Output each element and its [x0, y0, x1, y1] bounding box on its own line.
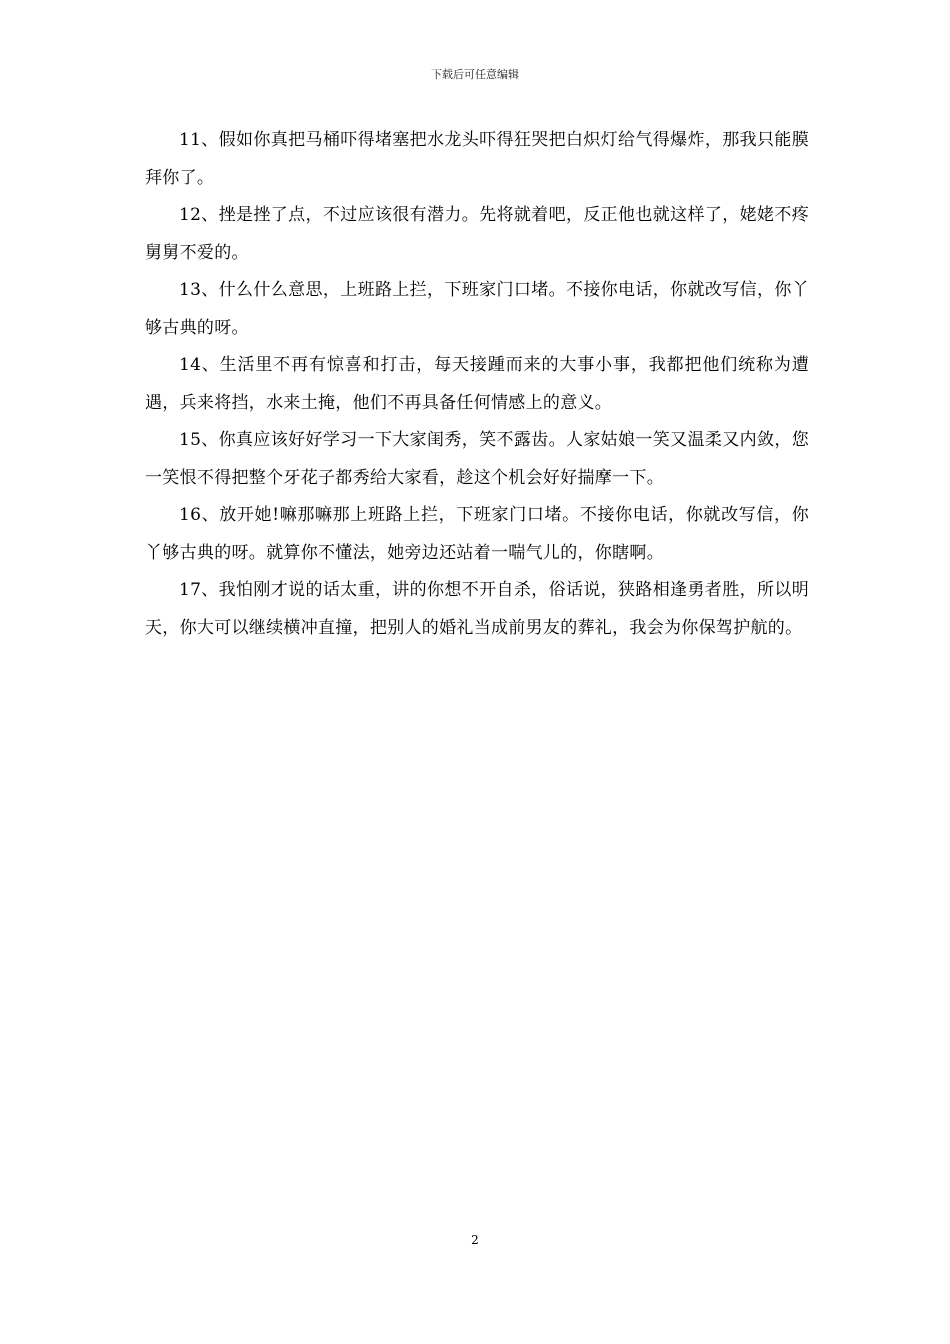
page-number: 2 — [471, 1233, 479, 1247]
paragraph-15: 15、你真应该好好学习一下大家闺秀，笑不露齿。人家姑娘一笑又温柔又内敛，您一笑恨不得把整个牙花子都秀给大家看，趁这个机会好好揣摩一下。 — [145, 430, 809, 488]
paragraph-14: 14、生活里不再有惊喜和打击，每天接踵而来的大事小事，我都把他们统称为遭遇，兵来将挡，水来土掩，他们不再具备任何情感上的意义。 — [145, 355, 809, 413]
paragraph-13: 13、什么什么意思，上班路上拦，下班家门口堵。不接你电话，你就改写信，你丫够古典的呀。 — [145, 280, 809, 338]
paragraph-12: 12、挫是挫了点，不过应该很有潜力。先将就着吧，反正他也就这样了，姥姥不疼舅舅不爱的。 — [145, 205, 809, 263]
paragraph-11: 11、假如你真把马桶吓得堵塞把水龙头吓得狂哭把白炽灯给气得爆炸，那我只能膜拜你了。 — [145, 130, 809, 188]
paragraph-16: 16、放开她!嘛那嘛那上班路上拦，下班家门口堵。不接你电话，你就改写信，你丫够古典的呀。就算你不懂法，她旁边还站着一喘气儿的，你瞎啊。 — [145, 505, 809, 563]
document-body — [145, 122, 809, 647]
paragraph-17: 17、我怕刚才说的话太重，讲的你想不开自杀，俗话说，狭路相逢勇者胜，所以明天，你大可以继续横冲直撞，把别人的婚礼当成前男友的葬礼，我会为你保驾护航的。 — [145, 580, 809, 638]
page-header: 下载后可任意编辑 — [431, 68, 519, 81]
